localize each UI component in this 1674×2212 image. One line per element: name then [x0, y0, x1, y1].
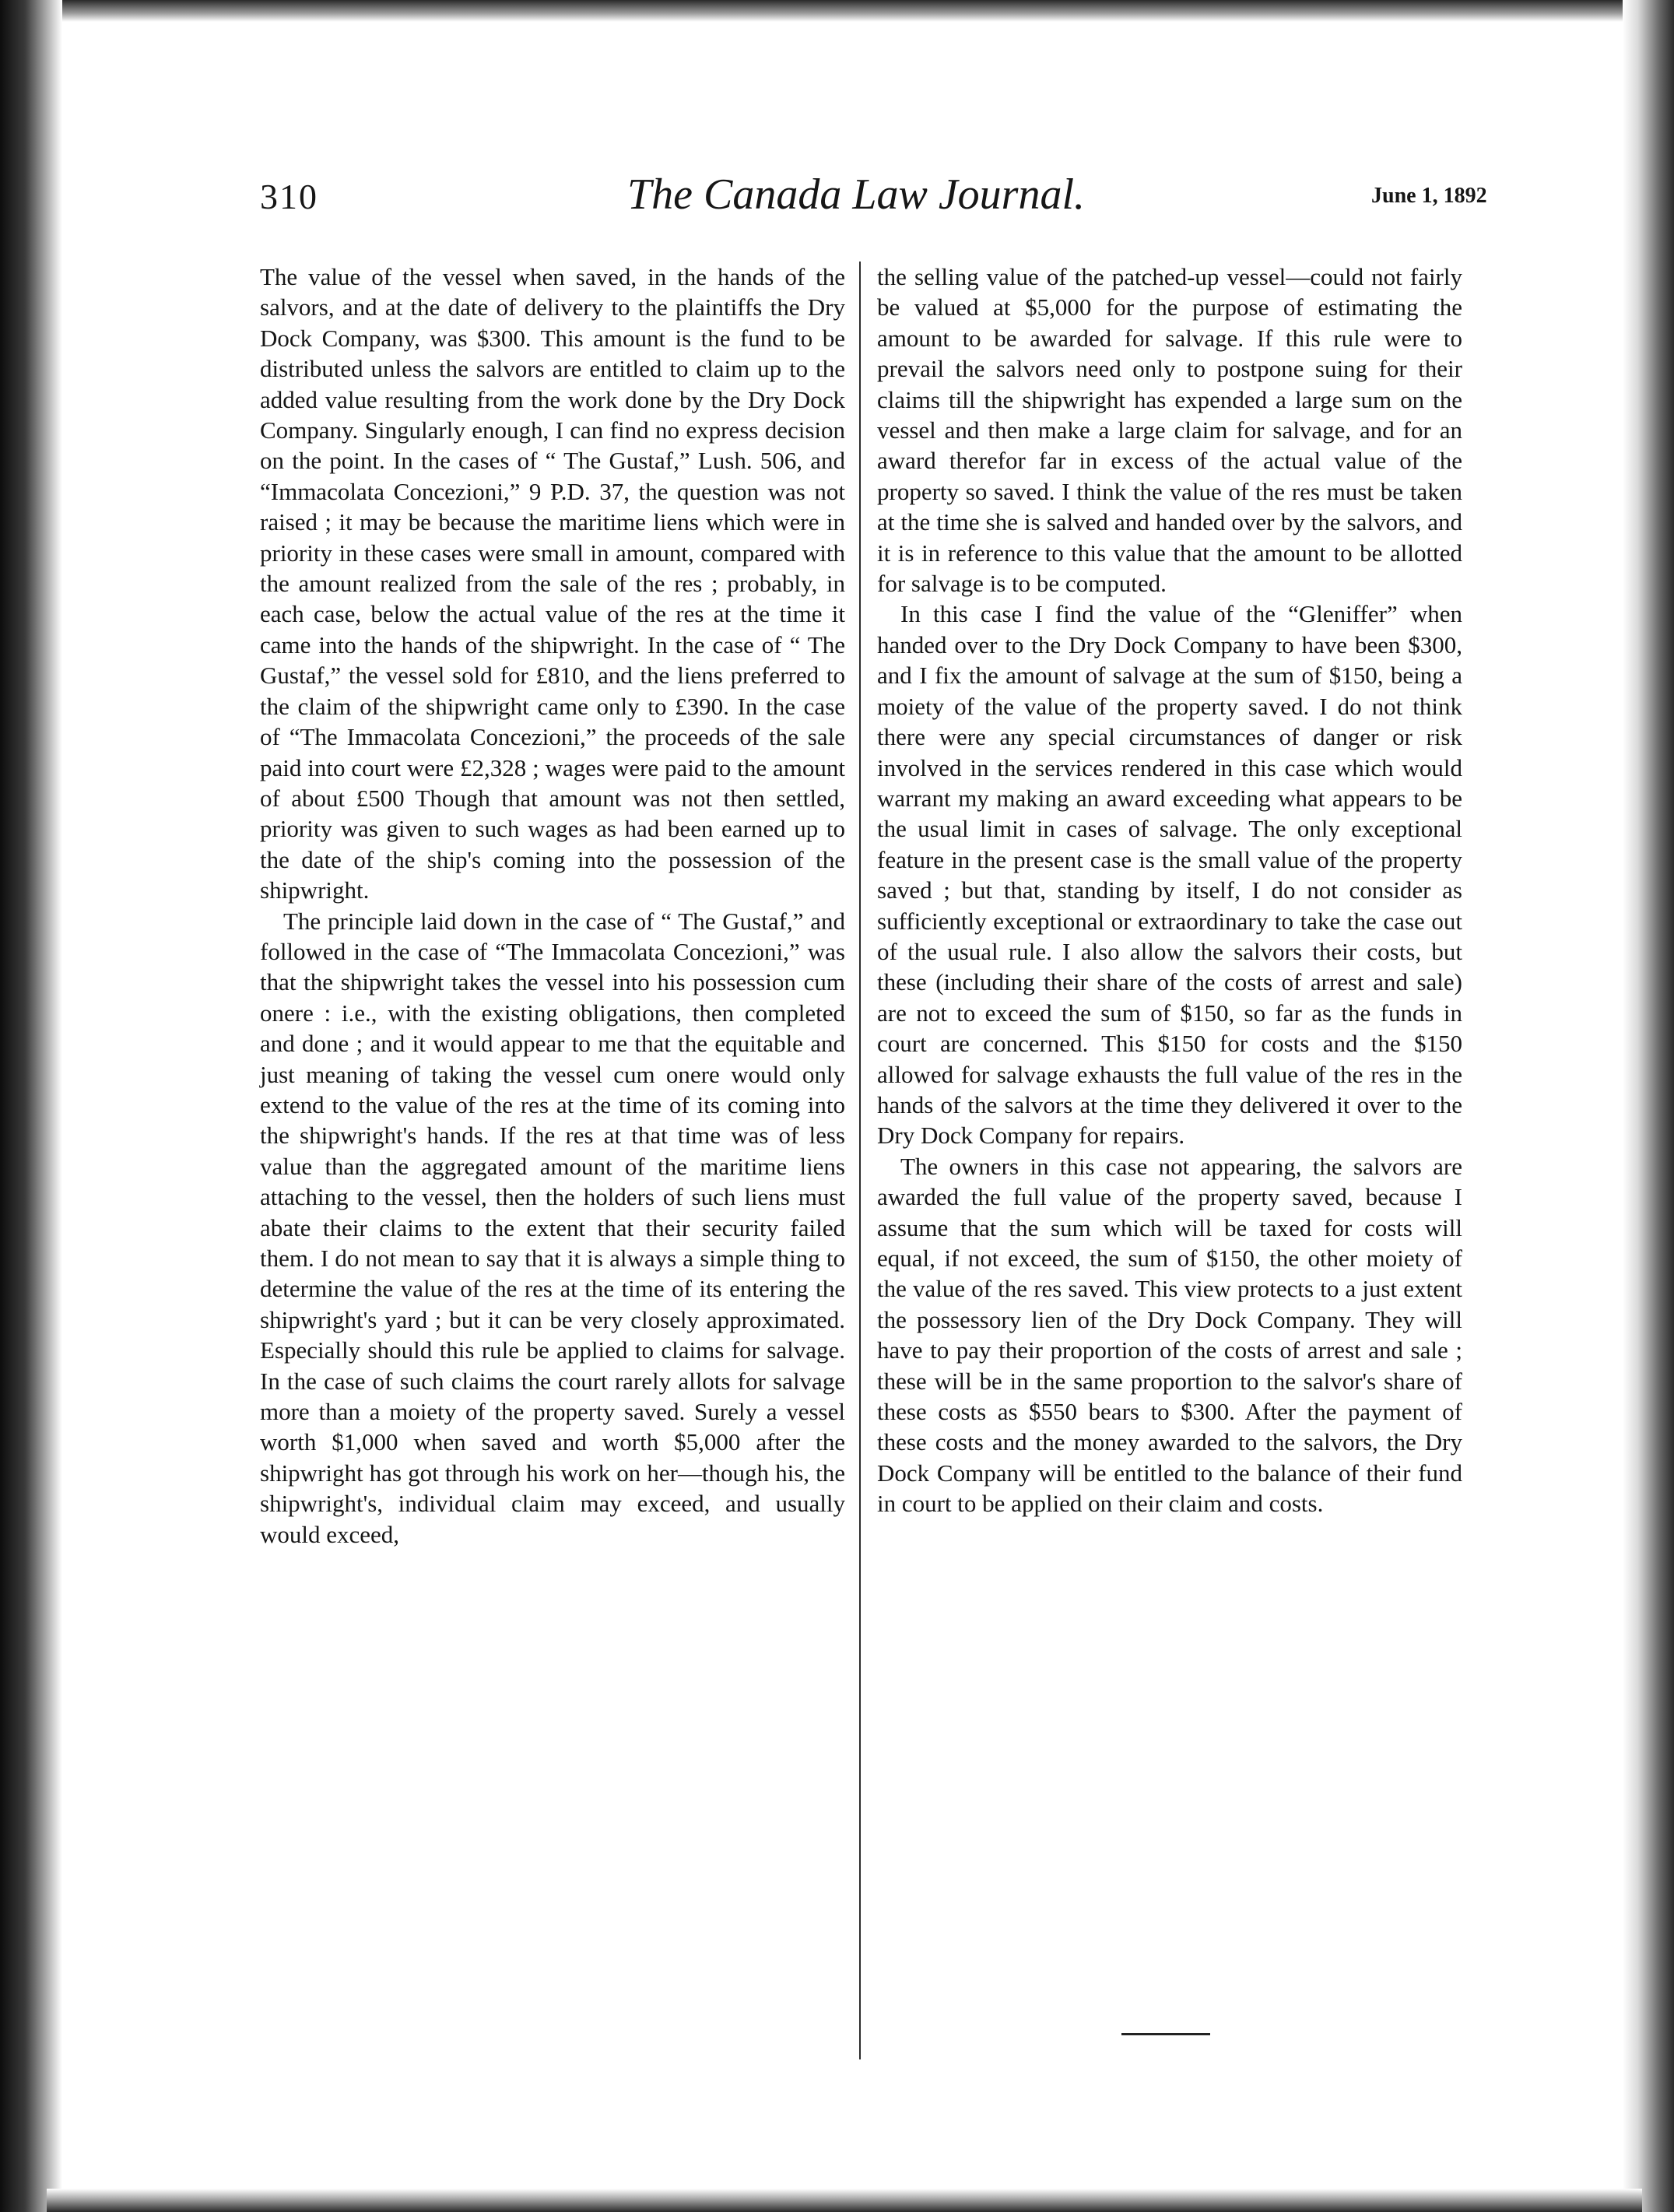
paragraph: The value of the vessel when saved, in the hands of the salvors, and at the date of delivery to the plaintiffs the Dry Dock Company, was $300. This amount is the fund to be distributed unless the salvors are entitled to claim up to the added value resulting from the work done by the Dry Dock Company. Singularly enough, I can find no express decision on the point. In the cases of “ The Gustaf,” Lush. 506, and “Immacolata Concezioni,” 9 P.D. 37, the question was not raised ; it may be because the maritime liens which were in priority in these cases were small in amount, compared with the amount realized from the sale of the res ; probably, in each case, below the actual value of the res at the time it came into the hands of the shipwright. In the case of “ The Gustaf,” the vessel sold for £810, and the liens preferred to the claim of the shipwright came only to £390. In the case of “The Immacolata Concezioni,” the proceeds of the sale paid into court were £2,328 ; wages were paid to the amount of about £500 Though that amount was not then settled, priority was given to such wages as had been earned up to the date of the ship's coming into the possession of the shipwright. — [260, 263, 845, 904]
scan-edge-top — [47, 0, 1642, 22]
column-divider — [859, 262, 861, 2059]
page-number: 310 — [260, 177, 318, 216]
paragraph: the selling value of the patched-up vessel—could not fairly be valued at $5,000 for the purpose of estimating the amount to be awarded for salvage. If this rule were to prevail the salvors need only to postpone suing for their claims till the shipwright has expended a large sum on the vessel and then make a large claim for salvage, and for an award therefor far in excess of the actual value of the property so saved. I think the value of the res must be taken at the time she is salved and handed over by the salvors, and it is in reference to this value that the amount to be allotted for salvage is to be computed. — [877, 263, 1462, 598]
scan-edge-bottom — [47, 2189, 1642, 2212]
paragraph: In this case I find the value of the “Gleniffer” when handed over to the Dry Dock Company to have been $300, and I fix the amount of salvage at the sum of $150, being a moiety of the value of the property saved. I do not think there were any special circumstances of danger or risk involved in the services rendered in this case which would warrant my making an award exceeding what appears to be the usual limit in cases of salvage. The only exceptional feature in the present case is the small value of the property saved ; but that, standing by itself, I do not consider as sufficiently exceptional or extraordinary to take the case out of the usual rule. I also allow the salvors their costs, but these (including their share of the costs of arrest and sale) are not to exceed the sum of $150, so far as the funds in court are concerned. This $150 for costs and the $150 allowed for salvage exhausts the full value of the res in the hands of the salvors at the time they delivered it over to the Dry Dock Company for repairs. — [877, 600, 1462, 1150]
right-column — [877, 262, 1462, 1519]
scan-edge-right — [1623, 0, 1674, 2212]
left-column — [260, 262, 845, 1550]
issue-date: June 1, 1892 — [1371, 184, 1487, 208]
paragraph: The owners in this case not appearing, the salvors are awarded the full value of the property saved, because I assume that the sum which will be taxed for costs will equal, if not exceed, the sum of $150, the other moiety of the value of the res saved. This view protects to a just extent the possessory lien of the Dry Dock Company. They will have to pay their proportion of the costs of arrest and sale ; these will be in the same proportion to the salvor's share of these costs as $550 bears to $300. After the payment of these costs and the money awarded to the salvors, the Dry Dock Company will be entitled to the balance of their fund in court to be applied on their claim and costs. — [877, 1152, 1462, 1518]
scan-edge-left — [0, 0, 62, 2212]
closing-rule — [1121, 2033, 1210, 2035]
journal-title: The Canada Law Journal. — [626, 170, 1086, 219]
paragraph: The principle laid down in the case of “ The Gustaf,” and followed in the case of “The Immacolata Concezioni,” was that the shipwright takes the vessel into his possession cum onere : i.e., with the existing obligations, then completed and done ; and it would appear to me that the equitable and just meaning of taking the vessel cum onere would only extend to the value of the res at the time of its coming into the shipwright's hands. If the res at that time was of less value than the aggregated amount of the maritime liens attaching to the vessel, then the holders of such liens must abate their claims to the extent that their security failed them. I do not mean to say that it is always a simple thing to determine the value of the res at the time of its entering the shipwright's yard ; but it can be very closely approximated. Especially should this rule be applied to claims for salvage. In the case of such claims the court rarely allots for salvage more than a moiety of the property saved. Surely a vessel worth $1,000 when saved and worth $5,000 after the shipwright has got through his work on her—though his, the shipwright's, individual claim may exceed, and usually would exceed, — [260, 907, 845, 1548]
